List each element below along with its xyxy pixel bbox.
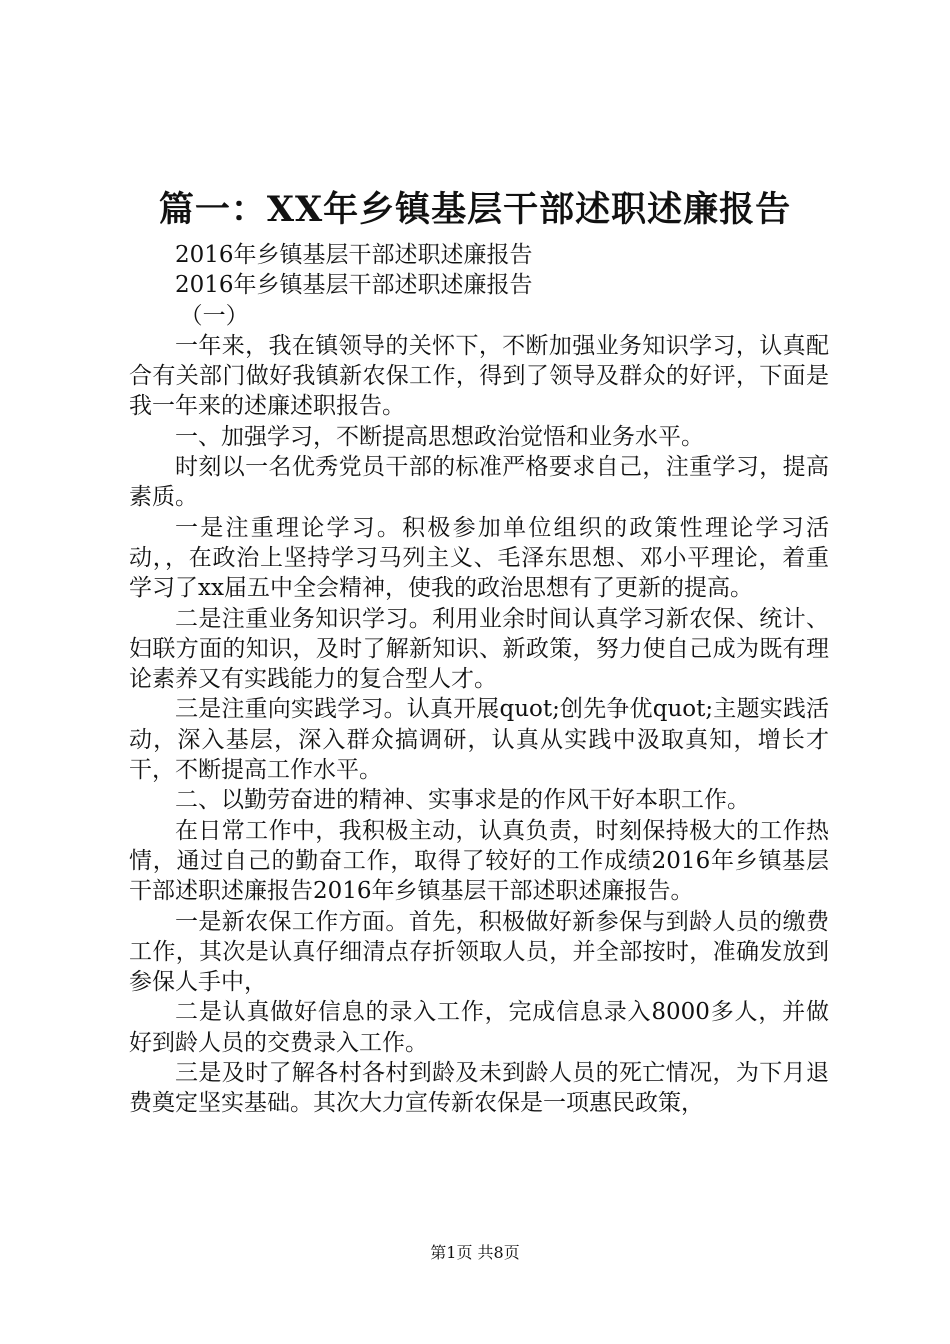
paragraph: 在日常工作中，我积极主动，认真负责，时刻保持极大的工作热情，通过自己的勤奋工作，取得了较好的工作成绩2016年乡镇基层干部述职述廉报告2016年乡镇基层干部述职述廉报告。 [129,817,829,905]
paragraph: 三是注重向实践学习。认真开展quot;创先争优quot;主题实践活动，深入基层，深入群众搞调研，认真从实践中汲取真知，增长才干，不断提高工作水平。 [129,696,829,784]
paragraph: 二、以勤劳奋进的精神、实事求是的作风干好本职工作。 [175,787,750,814]
paragraph: 一是注重理论学习。积极参加单位组织的政策性理论学习活动，，在政治上坚持学习马列主义、毛泽东思想、邓小平理论，着重学习了xx届五中全会精神，使我的政治思想有了更新的提高。 [129,514,829,602]
document-body [129,240,829,1119]
document-title: 篇一：XX年乡镇基层干部述职述廉报告 [158,189,792,230]
paragraph: 一是新农保工作方面。首先，积极做好新参保与到龄人员的缴费工作，其次是认真仔细清点存折领取人员，并全部按时，准确发放到参保人手中， [129,908,829,996]
paragraph: 一、加强学习，不断提高思想政治觉悟和业务水平。 [175,423,704,450]
paragraph: 三是及时了解各村各村到龄及未到龄人员的死亡情况，为下月退费奠定坚实基础。其次大力宣传新农保是一项惠民政策， [129,1060,829,1117]
paragraph: 2016年乡镇基层干部述职述廉报告 [175,242,533,268]
paragraph: （一） [179,302,249,329]
paragraph: 二是认真做好信息的录入工作，完成信息录入8000多人，并做好到龄人员的交费录入工作。 [129,999,829,1056]
page-footer: 第1页 共8页 [430,1243,520,1262]
paragraph: 一年来，我在镇领导的关怀下，不断加强业务知识学习，认真配合有关部门做好我镇新农保工作，得到了领导及群众的好评，下面是我一年来的述廉述职报告。 [129,332,829,420]
paragraph: 二是注重业务知识学习。利用业余时间认真学习新农保、统计、妇联方面的知识，及时了解新知识、新政策，努力使自己成为既有理论素养又有实践能力的复合型人才。 [129,605,829,693]
paragraph: 2016年乡镇基层干部述职述廉报告 [175,272,533,299]
paragraph: 时刻以一名优秀党员干部的标准严格要求自己，注重学习，提高素质。 [129,454,829,511]
